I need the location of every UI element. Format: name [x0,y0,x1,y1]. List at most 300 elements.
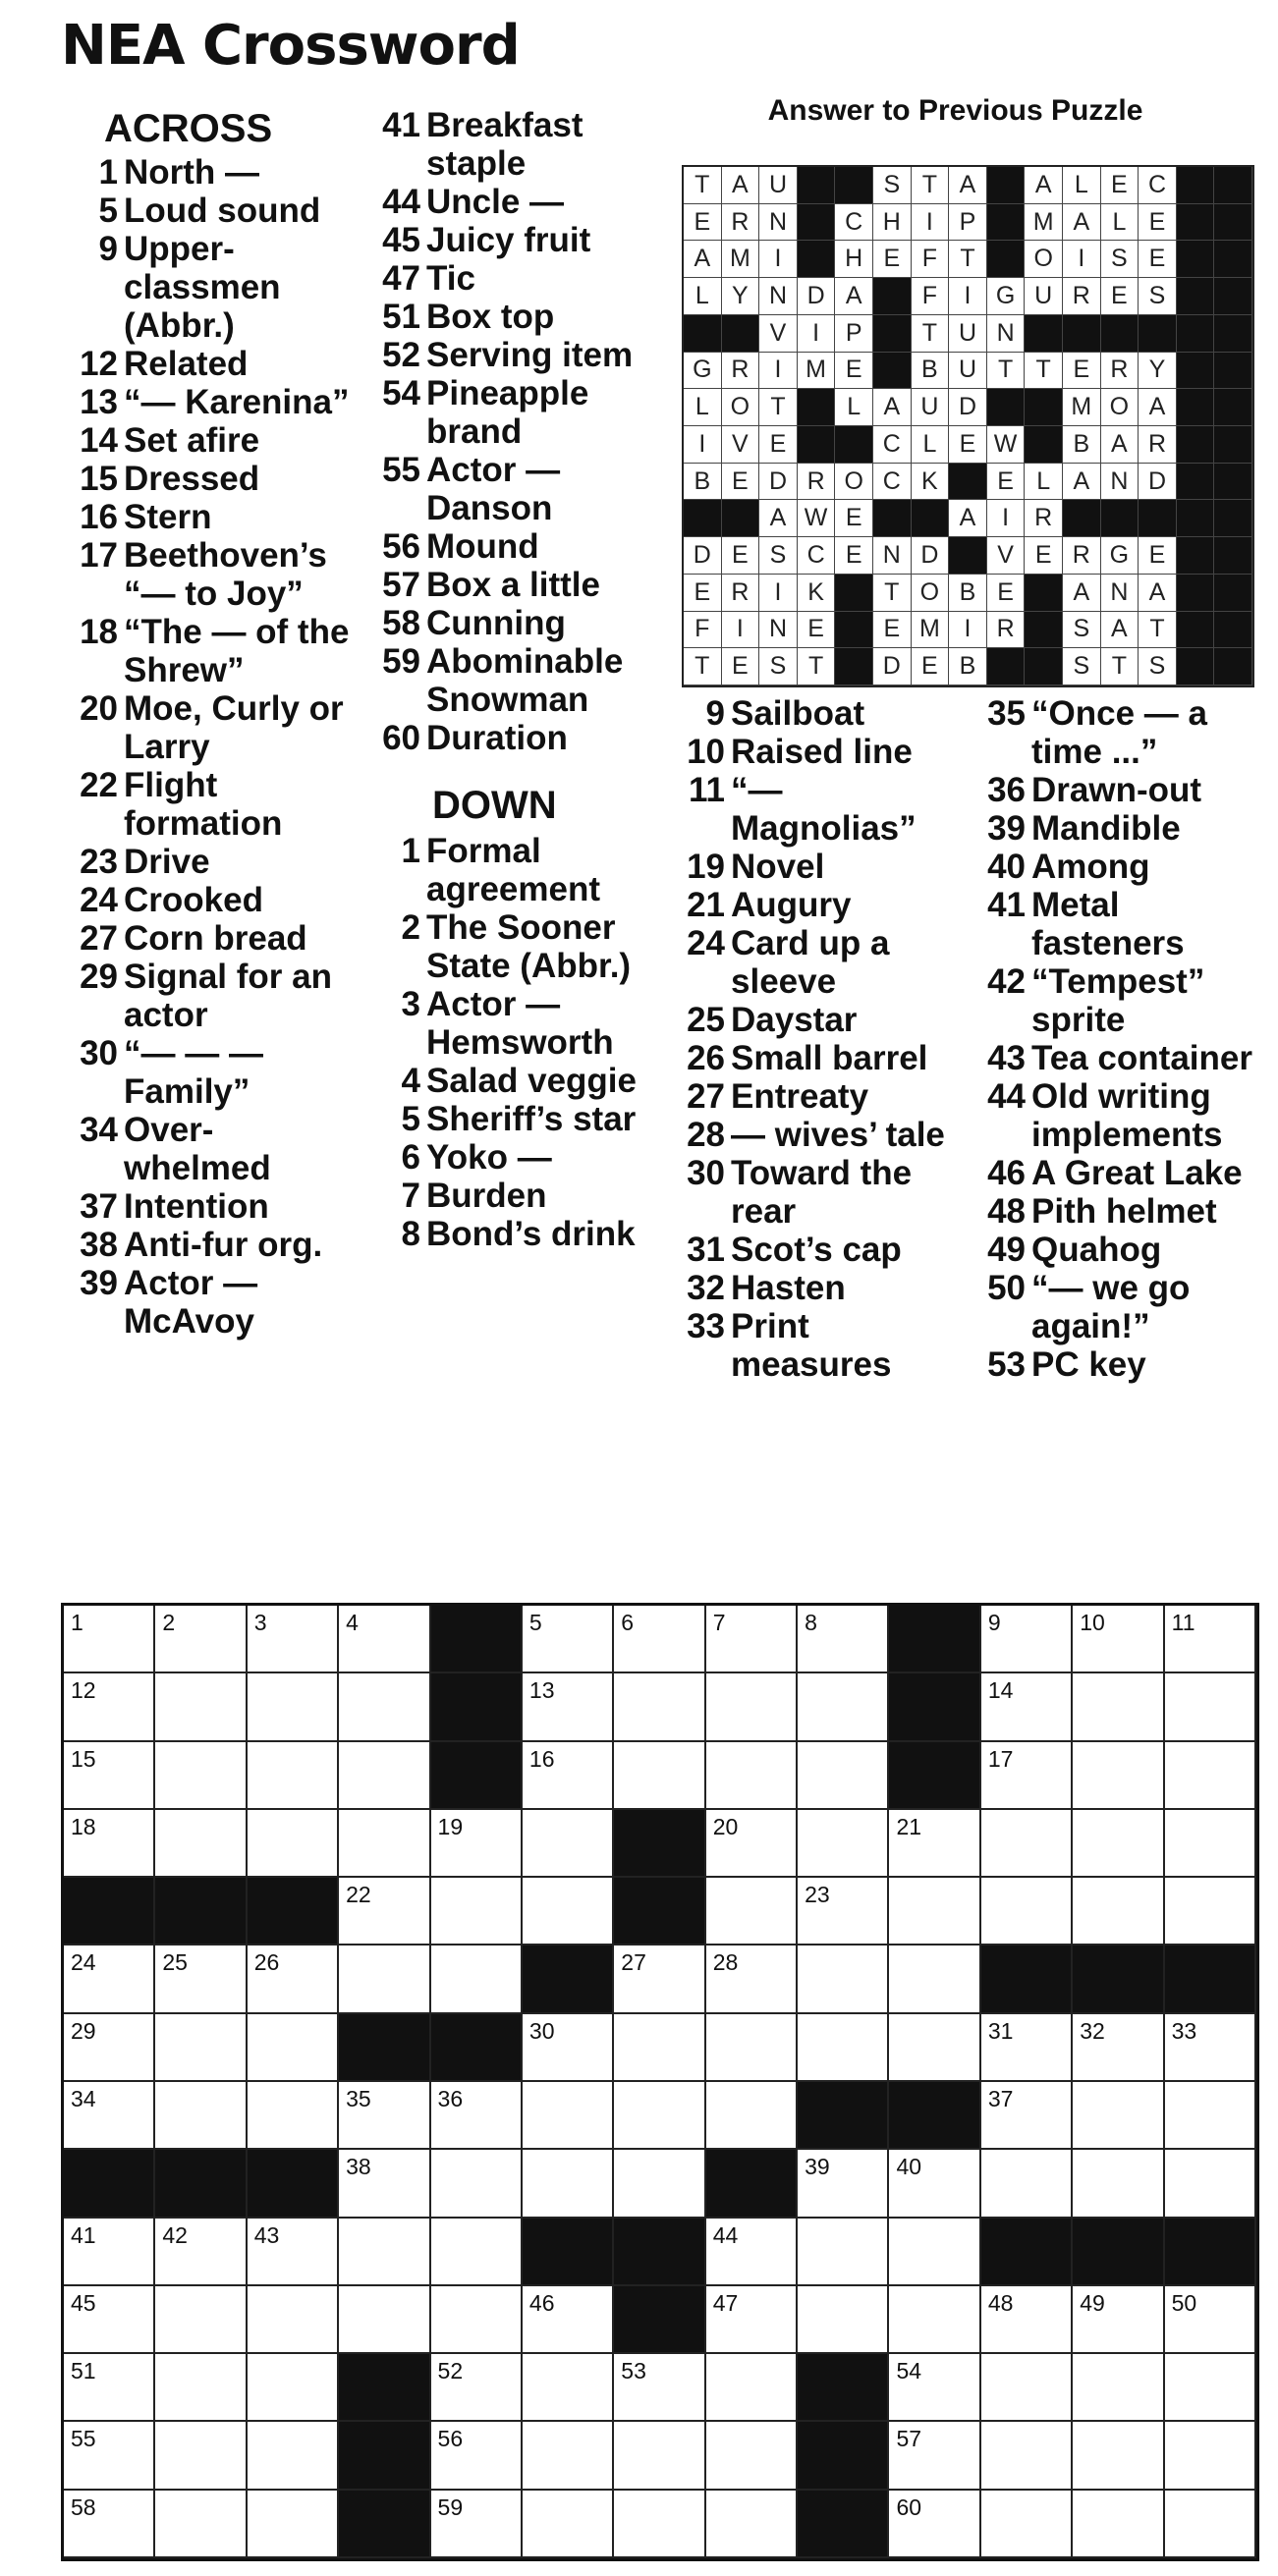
clue-text: Mandible [1031,809,1181,848]
answer-black-cell [987,389,1026,426]
grid-cell[interactable] [431,2286,523,2354]
black-square [155,2150,247,2218]
grid-cell[interactable] [523,1673,614,1741]
clue-number: 39 [80,1264,118,1302]
answer-cell: E [684,575,722,612]
grid-cell[interactable] [1165,1673,1256,1741]
grid-cell[interactable] [1073,1742,1164,1810]
clue-text: Dressed [124,460,260,498]
grid-cell[interactable] [248,2219,339,2286]
clue-text: Drawn-out [1031,771,1202,809]
answer-cell: G [684,353,722,390]
clue-number: 60 [382,719,420,757]
black-square [339,2422,430,2490]
grid-cell[interactable] [431,2422,523,2490]
clue-text: — wives’ tale [731,1116,945,1154]
grid-cell[interactable] [981,1878,1073,1946]
grid-cell[interactable] [1073,2491,1164,2558]
grid-cell[interactable] [706,1878,798,1946]
black-square [1073,1946,1164,2013]
clue-number: 2 [401,908,420,947]
grid-cell[interactable] [248,2014,339,2082]
grid-cell[interactable] [1165,1606,1256,1673]
grid-cell[interactable] [431,1810,523,1878]
answer-black-cell [1063,315,1101,353]
grid-cell[interactable] [1165,2491,1256,2558]
grid-cell[interactable] [155,1742,247,1810]
grid-cell[interactable] [1073,1878,1164,1946]
grid-cell[interactable] [64,1946,155,2013]
grid-cell[interactable] [889,2014,980,2082]
grid-cell[interactable] [889,2491,980,2558]
clue-down-30 [670,1154,955,1231]
cell-number: 34 [71,2085,96,2111]
clue-down-44 [972,1077,1267,1154]
grid-cell[interactable] [155,1606,247,1673]
black-square [614,1878,705,1946]
grid-cell[interactable] [64,2082,155,2150]
grid-cell[interactable] [64,2219,155,2286]
clue-number: 37 [80,1187,118,1226]
grid-cell[interactable] [431,1946,523,2013]
grid-cell[interactable] [706,2422,798,2490]
answer-cell: O [1101,389,1139,426]
grid-cell[interactable] [431,2082,523,2150]
black-square [798,2422,889,2490]
grid-cell[interactable] [248,2354,339,2422]
cell-number: 11 [1171,1610,1195,1635]
grid-cell[interactable] [155,1810,247,1878]
answer-cell: A [835,278,873,315]
grid-cell[interactable] [64,1810,155,1878]
grid-cell[interactable] [614,2491,705,2558]
answer-cell: K [798,575,836,612]
grid-cell[interactable] [248,2422,339,2490]
clue-text: Abominable Snowman [426,642,624,719]
down-header: DOWN [432,784,557,827]
grid-cell[interactable] [706,2219,798,2286]
grid-cell[interactable] [889,2286,980,2354]
clue-number: 9 [705,694,725,733]
clue-text: Drive [124,843,210,881]
clue-text: Pineapple brand [426,374,589,451]
clue-number: 57 [382,566,420,604]
grid-cell[interactable] [614,2354,705,2422]
answer-black-cell [1101,500,1139,537]
grid-cell[interactable] [614,1742,705,1810]
grid-cell[interactable] [1073,1606,1164,1673]
answer-cell: N [1101,575,1139,612]
clue-number: 39 [987,809,1026,848]
grid-cell[interactable] [64,2014,155,2082]
grid-cell[interactable] [339,2286,430,2354]
grid-cell[interactable] [981,2286,1073,2354]
cell-number: 38 [346,2154,371,2180]
grid-cell[interactable] [339,2219,430,2286]
grid-cell[interactable] [981,2150,1073,2218]
grid-cell[interactable] [339,1606,430,1673]
grid-cell[interactable] [706,1946,798,2013]
grid-cell[interactable] [614,1606,705,1673]
answer-cell: R [722,575,760,612]
clue-down-24 [670,924,955,1001]
clue-across-58 [365,604,660,642]
across-header: ACROSS [104,107,273,150]
answer-black-cell [1177,426,1215,464]
clue-number: 30 [80,1034,118,1072]
black-square [614,1810,705,1878]
grid-cell[interactable] [339,1878,430,1946]
clue-text: Tea container [1031,1039,1252,1077]
grid-cell[interactable] [614,2082,705,2150]
clue-number: 28 [687,1116,725,1154]
clue-text: Metal fasteners [1031,886,1185,962]
clue-text: Intention [124,1187,269,1226]
clue-number: 31 [687,1231,725,1269]
grid-cell[interactable] [614,2014,705,2082]
answer-cell: L [835,389,873,426]
grid-cell[interactable] [1073,1673,1164,1741]
clue-down-19 [670,848,955,886]
grid-cell[interactable] [614,1673,705,1741]
grid-cell[interactable] [339,1673,430,1741]
clue-text: Beethoven’s “— to Joy” [124,536,327,613]
clue-across-56 [365,527,660,566]
grid-cell[interactable] [523,1810,614,1878]
answer-cell: D [949,389,987,426]
grid-cell[interactable] [798,1606,889,1673]
grid-cell[interactable] [889,2150,980,2218]
grid-cell[interactable] [706,1742,798,1810]
cell-number: 17 [987,1745,1014,1772]
grid-cell[interactable] [1165,1742,1256,1810]
grid-cell[interactable] [248,2286,339,2354]
grid-cell[interactable] [523,2354,614,2422]
answer-cell: M [1063,389,1101,426]
grid-cell[interactable] [431,2219,523,2286]
clue-text: Sailboat [731,694,865,733]
grid-cell[interactable] [431,2150,523,2218]
grid-cell[interactable] [798,1810,889,1878]
answer-black-cell [1214,537,1252,575]
clue-text: Salad veggie [426,1062,637,1100]
grid-cell[interactable] [1073,2150,1164,2218]
grid-cell[interactable] [706,1810,798,1878]
grid-cell[interactable] [523,1878,614,1946]
black-square [798,2491,889,2558]
clue-across-37 [61,1187,356,1226]
clue-text: “— Magnolias” [731,771,917,848]
grid-cell[interactable] [1165,2082,1256,2150]
grid-cell[interactable] [155,2422,247,2490]
black-square [64,1878,155,1946]
clue-text: Box top [426,298,555,336]
grid-cell[interactable] [614,2150,705,2218]
grid-cell[interactable] [706,2082,798,2150]
black-square [523,2219,614,2286]
answer-cell: L [684,389,722,426]
grid-cell[interactable] [431,2354,523,2422]
clue-across-20 [61,689,356,766]
grid-cell[interactable] [1073,2286,1164,2354]
answer-cell: N [759,204,798,242]
cell-number: 35 [346,2085,371,2111]
grid-cell[interactable] [523,2491,614,2558]
grid-cell[interactable] [981,2014,1073,2082]
answer-cell: T [873,575,912,612]
clue-text: Hasten [731,1269,846,1307]
clue-across-24 [61,881,356,919]
clue-down-28 [670,1116,955,1154]
grid-cell[interactable] [523,2286,614,2354]
grid-cell[interactable] [64,1606,155,1673]
grid-cell[interactable] [155,2286,247,2354]
grid-cell[interactable] [798,2219,889,2286]
answer-cell: R [722,204,760,242]
clue-number: 34 [80,1111,118,1149]
answer-cell: O [1025,241,1063,278]
grid-cell[interactable] [523,1742,614,1810]
clue-down-31 [670,1231,955,1269]
answer-black-cell [1063,500,1101,537]
answer-black-cell [873,353,912,390]
answer-cell: I [987,500,1026,537]
clue-number: 53 [987,1345,1026,1384]
answer-black-cell [835,648,873,685]
answer-cell: N [873,537,912,575]
cell-number: 9 [987,1610,1001,1635]
clue-text: Card up a sleeve [731,924,890,1001]
answer-cell: T [759,389,798,426]
grid-cell[interactable] [798,1742,889,1810]
grid-cell[interactable] [614,1946,705,2013]
clue-across-22 [61,766,356,843]
clue-down-33 [670,1307,955,1384]
grid-cell[interactable] [64,2491,155,2558]
grid-cell[interactable] [431,1878,523,1946]
answer-cell: N [759,278,798,315]
grid-cell[interactable] [155,2491,247,2558]
grid-cell[interactable] [1165,1810,1256,1878]
answer-cell: E [1025,537,1063,575]
grid-cell[interactable] [64,2422,155,2490]
clue-text: North — [124,153,260,192]
grid-cell[interactable] [248,1742,339,1810]
grid-cell[interactable] [1073,2014,1164,2082]
grid-cell[interactable] [981,1810,1073,1878]
grid-cell[interactable] [339,2082,430,2150]
answer-cell: V [987,537,1026,575]
grid-cell[interactable] [1073,2082,1164,2150]
answer-cell: I [759,241,798,278]
grid-cell[interactable] [1073,2422,1164,2490]
grid-cell[interactable] [339,1742,430,1810]
grid-cell[interactable] [339,1810,430,1878]
grid-cell[interactable] [1073,1810,1164,1878]
answer-black-cell [798,241,836,278]
grid-cell[interactable] [981,1606,1073,1673]
clue-number: 14 [80,421,118,460]
grid-cell[interactable] [706,2286,798,2354]
clue-across-57 [365,566,660,604]
grid-cell[interactable] [1073,2354,1164,2422]
answer-black-cell [1214,464,1252,501]
clue-text: Print measures [731,1307,892,1384]
cell-number: 7 [712,1610,726,1635]
grid-cell[interactable] [248,2082,339,2150]
grid-cell[interactable] [706,2491,798,2558]
cell-number: 31 [987,2017,1014,2044]
answer-black-cell [1214,241,1252,278]
grid-cell[interactable] [981,2354,1073,2422]
answer-cell: V [722,426,760,464]
clue-text: “— Karenina” [124,383,350,421]
cell-number: 13 [528,1677,555,1704]
answer-black-cell [1177,241,1215,278]
clue-down-43 [972,1039,1267,1077]
grid-cell[interactable] [155,1946,247,2013]
grid-cell[interactable] [889,1946,980,2013]
answer-cell: L [684,278,722,315]
answer-cell: E [1139,537,1177,575]
clue-down-1 [365,832,660,908]
answer-cell: E [835,353,873,390]
grid-cell[interactable] [248,2491,339,2558]
clue-number: 1 [98,153,118,192]
grid-cell[interactable] [981,1673,1073,1741]
answer-cell: S [1101,241,1139,278]
grid-cell[interactable] [798,2150,889,2218]
cell-number: 47 [712,2289,739,2316]
answer-cell: E [1101,167,1139,204]
grid-cell[interactable] [889,2219,980,2286]
answer-cell: C [1139,167,1177,204]
clue-text: The Sooner State (Abbr.) [426,908,632,985]
clue-down-42 [972,962,1267,1039]
answer-cell: C [798,537,836,575]
cell-number: 42 [162,2221,188,2248]
grid-cell[interactable] [155,1673,247,1741]
answer-black-cell [1214,648,1252,685]
grid-cell[interactable] [889,2354,980,2422]
clue-text: Signal for an actor [124,958,332,1034]
grid-cell[interactable] [706,1673,798,1741]
grid-cell[interactable] [523,1606,614,1673]
answer-cell: I [949,612,987,649]
answer-cell: E [1139,204,1177,242]
clue-number: 4 [401,1062,420,1100]
grid-cell[interactable] [431,2491,523,2558]
answer-black-cell [1214,389,1252,426]
cell-number: 36 [437,2085,464,2111]
clue-text: Novel [731,848,825,886]
clue-down-11 [670,771,955,848]
grid-cell[interactable] [798,1878,889,1946]
answer-cell: H [835,241,873,278]
grid-cell[interactable] [706,1606,798,1673]
grid-cell[interactable] [64,1742,155,1810]
grid-cell[interactable] [798,1673,889,1741]
grid-cell[interactable] [889,1810,980,1878]
clue-number: 41 [382,106,420,144]
grid-cell[interactable] [523,2082,614,2150]
grid-cell[interactable] [64,2354,155,2422]
clue-down-27 [670,1077,955,1116]
grid-cell[interactable] [798,2014,889,2082]
grid-cell[interactable] [1165,2286,1256,2354]
answer-cell: E [912,648,950,685]
grid-cell[interactable] [523,2014,614,2082]
clue-number: 3 [401,985,420,1023]
grid-cell[interactable] [64,2286,155,2354]
grid-cell[interactable] [614,2422,705,2490]
clue-down-6 [365,1138,660,1177]
answer-cell: M [1025,204,1063,242]
clue-across-59 [365,642,660,719]
grid-cell[interactable] [523,2150,614,2218]
cell-number: 40 [896,2154,922,2180]
clue-number: 49 [987,1231,1026,1269]
answer-cell: K [912,464,950,501]
black-square [1165,2219,1256,2286]
clue-number: 5 [401,1100,420,1138]
grid-cell[interactable] [1165,1878,1256,1946]
grid-cell[interactable] [155,2082,247,2150]
grid-cell[interactable] [889,1878,980,1946]
grid-cell[interactable] [981,1742,1073,1810]
grid-cell[interactable] [248,1606,339,1673]
grid-cell[interactable] [339,2150,430,2218]
answer-cell: C [835,204,873,242]
grid-cell[interactable] [155,2354,247,2422]
answer-cell: O [835,464,873,501]
answer-cell: I [759,353,798,390]
clue-number: 50 [987,1269,1026,1307]
grid-cell[interactable] [155,2014,247,2082]
grid-cell[interactable] [248,1810,339,1878]
grid-cell[interactable] [339,1946,430,2013]
grid-cell[interactable] [981,2082,1073,2150]
grid-cell[interactable] [981,2491,1073,2558]
answer-cell: E [835,500,873,537]
answer-cell: B [912,353,950,390]
grid-cell[interactable] [248,1673,339,1741]
grid-cell[interactable] [1165,2422,1256,2490]
grid-cell[interactable] [523,2422,614,2490]
answer-black-cell [1177,575,1215,612]
grid-cell[interactable] [155,2219,247,2286]
grid-cell[interactable] [706,2014,798,2082]
clue-text: Tic [426,259,475,298]
grid-cell[interactable] [706,2354,798,2422]
clue-number: 47 [382,259,420,298]
grid-cell[interactable] [798,1946,889,2013]
grid-cell[interactable] [1165,2014,1256,2082]
answer-grid [682,165,1254,687]
grid-cell[interactable] [889,2422,980,2490]
grid-cell[interactable] [798,2286,889,2354]
answer-black-cell [1177,612,1215,649]
black-square [339,2491,430,2558]
grid-cell[interactable] [248,1946,339,2013]
grid-cell[interactable] [1165,2150,1256,2218]
grid-cell[interactable] [64,1673,155,1741]
grid-cell[interactable] [1165,2354,1256,2422]
grid-cell[interactable] [981,2422,1073,2490]
clue-down-50 [972,1269,1267,1345]
answer-black-cell [722,500,760,537]
answer-cell: Y [1139,353,1177,390]
